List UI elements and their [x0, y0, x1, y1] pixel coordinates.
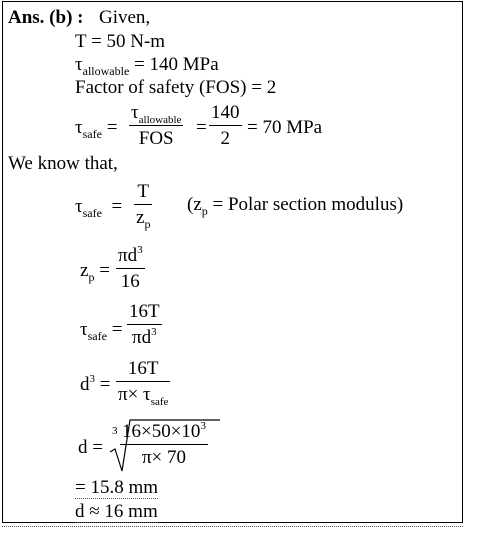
fraction-t-over-zp [134, 181, 152, 231]
fraction-16t-over-pi-tau [116, 358, 170, 408]
fraction-bar [209, 125, 242, 126]
fraction-numerator: $\pi d^3$ [118, 244, 143, 266]
equals-sign: = [196, 117, 207, 138]
fraction-bar [116, 381, 170, 382]
fraction-16t-over-pid3 [127, 302, 162, 347]
fraction-bar [127, 324, 162, 325]
fraction-pid3-over-16 [116, 246, 145, 291]
fraction-denominator: 2 [220, 128, 230, 149]
result-15-8: = 15.8 mm [75, 477, 159, 498]
fraction-numerator: $16\times 50\times 10^3$ [122, 420, 206, 442]
given-allowable-stress: $\tau_{allowable} = 140$ MPa [75, 54, 219, 78]
fraction-denominator: $\pi d^3$ [132, 326, 157, 348]
root-index: 3 [112, 425, 118, 437]
answer-label: Ans. (b) : [8, 7, 84, 28]
fraction-bar [120, 444, 208, 445]
fraction-cube-root-arg [120, 422, 208, 467]
fraction-numerator: 16T [127, 358, 159, 379]
given-fos: Factor of safety (FOS) = 2 [75, 77, 277, 98]
formula1-lhs: $\tau_{safe}$ = [75, 196, 123, 220]
fraction-denominator: $z_p$ [136, 207, 151, 231]
fraction-140-over-2 [209, 103, 242, 148]
we-know-that: We know that, [8, 153, 118, 174]
fraction-denominator: FOS [138, 128, 174, 149]
final-answer: d ≈ 16 mm [75, 501, 158, 522]
fraction-numerator: $\tau_{allowable}$ [131, 102, 182, 126]
fraction-denominator: π× 70 [141, 447, 186, 468]
fraction-denominator: 16 [120, 271, 140, 292]
fraction-numerator: 16T [129, 301, 160, 322]
fraction-denominator: $\pi\times \tau_{safe}$ [118, 384, 169, 408]
fraction-allowable-over-fos [129, 103, 183, 148]
fraction-numerator: T [137, 181, 150, 202]
given-label: Given, [99, 7, 151, 28]
formula3-lhs: $\tau_{safe}$ = [80, 319, 123, 343]
fraction-bar [116, 268, 145, 269]
fraction-numerator: 140 [211, 102, 240, 123]
polar-modulus-note: ($z_p$ = Polar section modulus) [187, 194, 404, 218]
bottom-dotted-rule [2, 526, 463, 527]
formula5-lhs: d = [78, 437, 103, 458]
given-torque: T = 50 N-m [75, 31, 166, 52]
formula4-lhs: $d^3$ = [80, 373, 111, 395]
tau-safe-lhs: $\tau_{safe}$ = [75, 117, 118, 141]
fraction-bar [134, 204, 152, 205]
tau-safe-result: = 70 MPa [247, 117, 323, 138]
formula2-lhs: $z_p$ = [80, 260, 110, 284]
